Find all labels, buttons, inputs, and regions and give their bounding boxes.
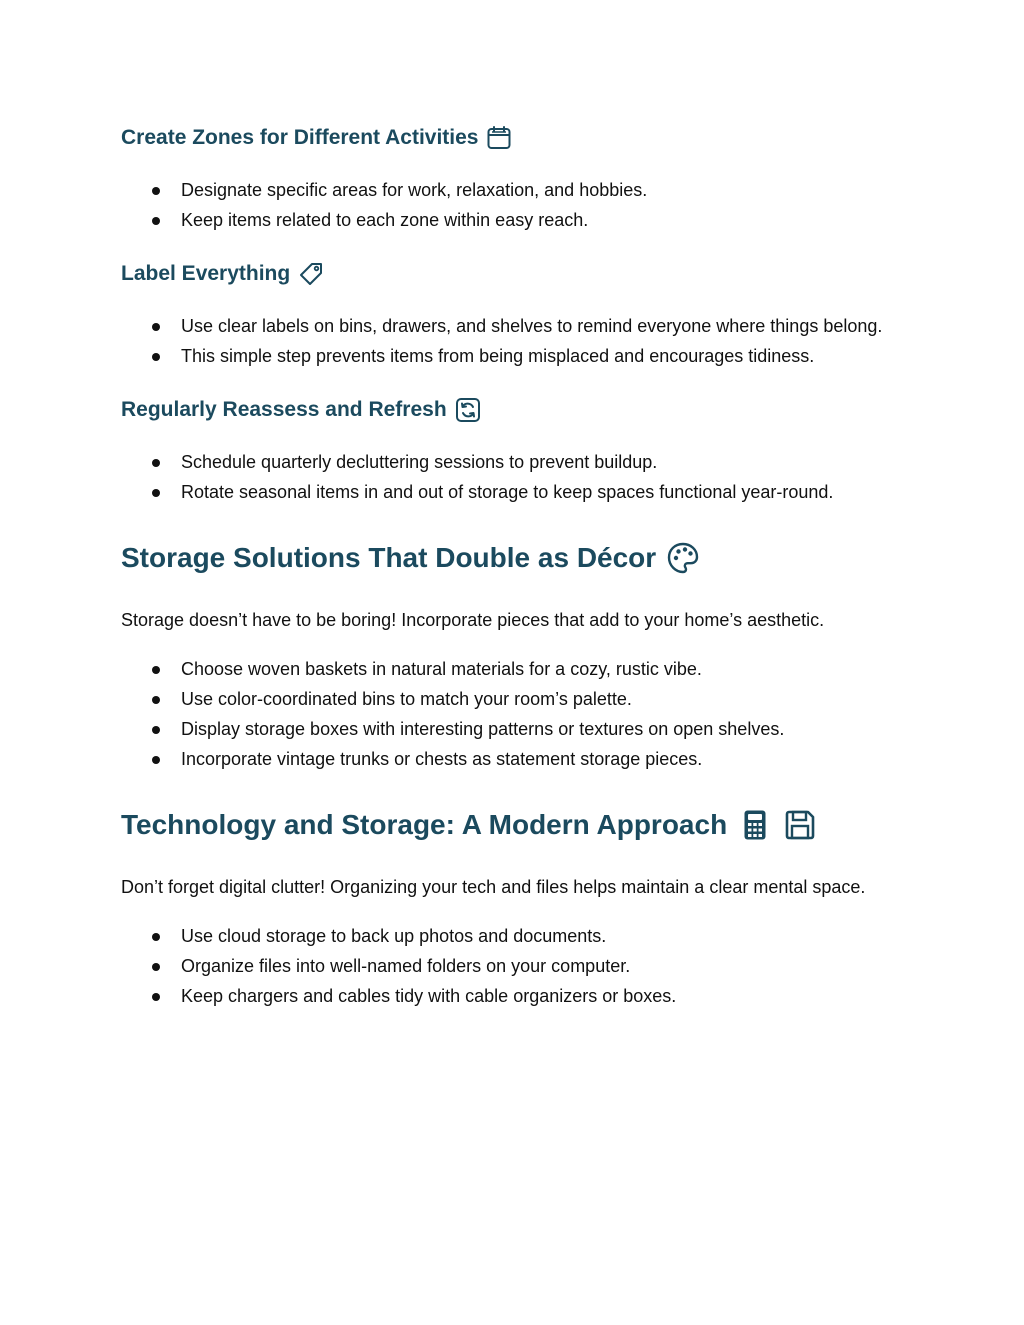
refresh-icon [455,397,481,423]
list-item: Schedule quarterly decluttering sessions to prevent buildup. [121,448,911,477]
heading-technology-storage [121,803,911,847]
list-technology-storage [121,922,911,1011]
list-label-everything [121,312,911,371]
paragraph-storage-decor: Storage doesn’t have to be boring! Incorporate pieces that add to your home’s aesthetic. [121,610,825,630]
list-reassess-refresh [121,448,911,507]
list-item: Display storage boxes with interesting patterns or textures on open shelves. [121,715,911,744]
heading-storage-decor [121,536,911,580]
heading-create-zones-text: Create Zones for Different Activities [121,126,479,149]
heading-reassess-refresh-text: Regularly Reassess and Refresh [121,398,447,421]
list-item: Use clear labels on bins, drawers, and shelves to remind everyone where things belong. [121,312,911,341]
palette-icon [666,541,700,575]
calendar-icon [486,125,512,151]
document-content [121,120,911,1012]
calculator-icon [743,809,767,841]
list-item: Incorporate vintage trunks or chests as statement storage pieces. [121,745,911,774]
heading-label-everything-text: Label Everything [121,262,291,285]
tag-icon [298,261,324,287]
list-item: Keep chargers and cables tidy with cable organizers or boxes. [121,982,911,1011]
heading-storage-decor-text: Storage Solutions That Double as Décor [121,542,657,573]
heading-label-everything [121,256,911,292]
list-item: Designate specific areas for work, relaxation, and hobbies. [121,176,911,205]
list-item: Organize files into well-named folders on your computer. [121,952,911,981]
list-create-zones [121,176,911,235]
list-storage-decor [121,655,911,774]
list-item: Keep items related to each zone within easy reach. [121,206,911,235]
list-item: Use cloud storage to back up photos and documents. [121,922,911,951]
list-item: Use color-coordinated bins to match your room’s palette. [121,685,911,714]
list-item: Choose woven baskets in natural materials for a cozy, rustic vibe. [121,655,911,684]
paragraph-technology-storage: Don’t forget digital clutter! Organizing your tech and files helps maintain a clear mental space. [121,877,866,897]
list-item: Rotate seasonal items in and out of storage to keep spaces functional year-round. [121,478,911,507]
heading-create-zones [121,120,911,156]
heading-technology-storage-text: Technology and Storage: A Modern Approach [121,809,728,840]
heading-reassess-refresh [121,392,911,428]
floppy-disk-icon [783,808,817,842]
list-item: This simple step prevents items from being misplaced and encourages tidiness. [121,342,911,371]
